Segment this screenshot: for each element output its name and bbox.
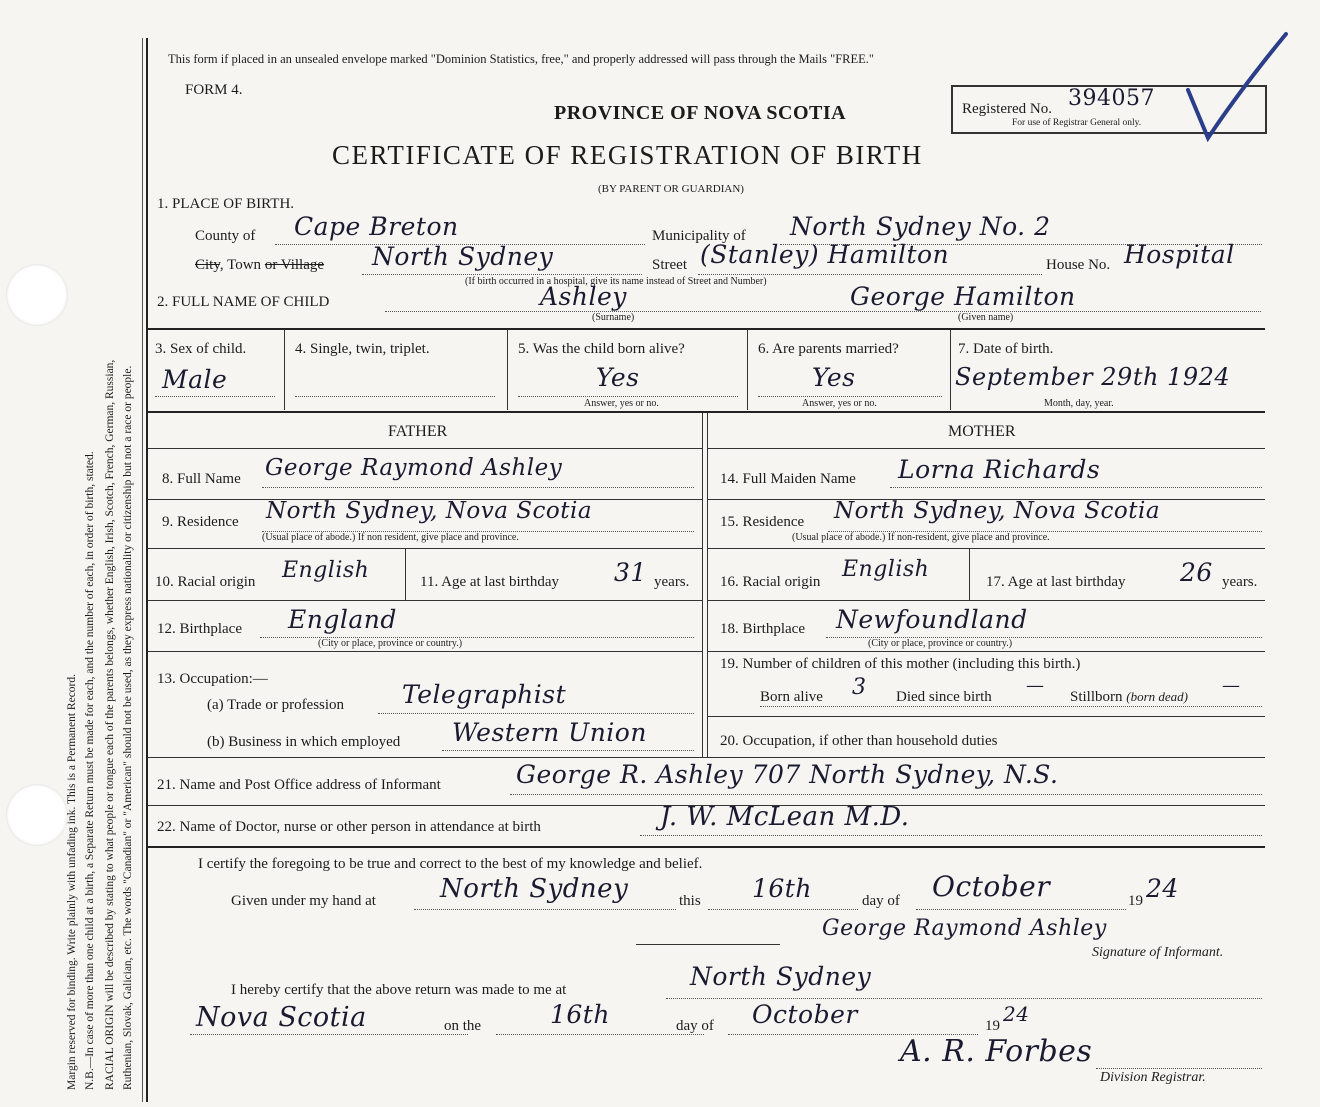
- single-label: 4. Single, twin, triplet.: [295, 341, 430, 357]
- children-line: [760, 706, 1262, 707]
- rule-m-5: [708, 651, 1265, 652]
- mother-heading: MOTHER: [948, 423, 1016, 440]
- mother-birthplace-label: 18. Birthplace: [720, 621, 805, 637]
- town-line: [362, 274, 642, 275]
- given-month-value: October: [932, 870, 1051, 903]
- father-name-line: [262, 487, 694, 488]
- punch-hole-bottom: [6, 784, 68, 846]
- town-value: North Sydney: [372, 242, 554, 271]
- given-month-line: [916, 909, 1126, 910]
- col-3: [747, 330, 748, 410]
- margin-note-3: RACIAL ORIGIN will be described by stating to what people or tongue each of the parents belongs, whether English, Irish, Scotch, French, German, Russian,: [104, 359, 116, 1090]
- father-age-value: 31: [614, 558, 647, 587]
- city-town-label: City, Town or Village: [195, 257, 325, 273]
- given-year-prefix: 19: [1128, 893, 1143, 909]
- margin-note-1: Margin reserved for binding. Write plainly with unfading ink. This is a Permanent Record.: [66, 673, 78, 1090]
- registrar-place2-line: [190, 1034, 468, 1035]
- father-birthplace-label: 12. Birthplace: [157, 621, 242, 637]
- province-heading: PROVINCE OF NOVA SCOTIA: [554, 102, 847, 124]
- street-label: Street: [652, 257, 687, 273]
- sex-value: Male: [162, 365, 228, 394]
- father-race-label: 10. Racial origin: [155, 574, 256, 590]
- mother-residence-label: 15. Residence: [720, 514, 805, 530]
- certify-statement: I certify the foregoing to be true and correct to the best of my knowledge and belief.: [198, 856, 703, 872]
- child-given-name: George Hamilton: [850, 282, 1076, 311]
- rule-m-6: [708, 716, 1265, 717]
- registered-number: 394057: [1068, 86, 1155, 111]
- rule-3: [148, 757, 1265, 758]
- mother-residence-value: North Sydney, Nova Scotia: [834, 498, 1161, 524]
- child-name-line: [385, 311, 1261, 312]
- col-1: [284, 330, 285, 410]
- rule-1: [148, 328, 1265, 330]
- father-name-value: George Raymond Ashley: [265, 455, 563, 481]
- alive-value: Yes: [596, 363, 640, 392]
- form-left-border-inner: [142, 38, 143, 1102]
- trade-label: (a) Trade or profession: [207, 697, 345, 713]
- dob-label: 7. Date of birth.: [958, 341, 1054, 357]
- doctor-line: [640, 835, 1262, 836]
- registrar-year-prefix: 19: [985, 1018, 1000, 1034]
- died-label: Died since birth: [896, 689, 992, 705]
- married-caption: Answer, yes or no.: [802, 398, 877, 409]
- county-value: Cape Breton: [294, 212, 459, 241]
- place-heading: 1. PLACE OF BIRTH.: [157, 196, 295, 212]
- mother-name-value: Lorna Richards: [898, 455, 1101, 484]
- mother-birthplace-caption: (City or place, province or country.): [868, 638, 1013, 649]
- house-value: Hospital: [1124, 240, 1235, 269]
- father-residence-value: North Sydney, Nova Scotia: [266, 498, 593, 524]
- street-line: [698, 274, 1042, 275]
- registrar-day-of: day of: [676, 1018, 714, 1034]
- surname-caption: (Surname): [592, 312, 635, 323]
- married-value: Yes: [812, 363, 856, 392]
- certificate-subtitle: (BY PARENT OR GUARDIAN): [598, 183, 744, 195]
- mother-occupation-label: 20. Occupation, if other than household duties: [720, 733, 998, 749]
- died-value: —: [1026, 675, 1045, 696]
- mother-residence-caption: (Usual place of abode.) If non-resident, give place and province.: [792, 532, 1050, 543]
- father-race-value: English: [282, 558, 370, 583]
- given-year-value: 24: [1146, 874, 1179, 903]
- street-value: (Stanley) Hamilton: [700, 240, 950, 269]
- mother-race-label: 16. Racial origin: [720, 574, 821, 590]
- child-name-label: 2. FULL NAME OF CHILD: [157, 294, 330, 310]
- father-age-label: 11. Age at last birthday: [420, 574, 559, 590]
- rule-fm-1b: [708, 448, 1265, 449]
- father-years: years.: [654, 574, 690, 590]
- alive-line: [518, 396, 738, 397]
- father-heading: FATHER: [388, 423, 448, 440]
- mother-name-line: [890, 487, 1262, 488]
- informant-line: [510, 794, 1262, 795]
- mother-name-label: 14. Full Maiden Name: [720, 471, 856, 487]
- col-4: [950, 330, 951, 410]
- rule-f-5: [148, 651, 702, 652]
- business-value: Western Union: [452, 718, 647, 747]
- hospital-note: (If birth occurred in a hospital, give its name instead of Street and Number): [465, 276, 767, 287]
- margin-note-4: Ruthenian, Slovak, Galician, etc. The words "Canadian" or "American" should not be used, as they express nationality or citizenship but not a race or people.: [122, 365, 134, 1090]
- form-left-border: [146, 38, 148, 1102]
- registrar-day-value: 16th: [550, 1000, 610, 1029]
- father-residence-caption: (Usual place of abode.) If non resident, give place and province.: [262, 532, 519, 543]
- registered-label: Registered No.: [962, 101, 1052, 117]
- signature-underline: [636, 944, 780, 945]
- doctor-value: J. W. McLean M.D.: [660, 802, 910, 832]
- rule-fm-1: [148, 448, 702, 449]
- father-race-divider: [405, 548, 406, 600]
- form-number: FORM 4.: [185, 82, 243, 98]
- margin-note-2: N.B.—In case of more than one child at a birth, a Separate Return must be made for each, and the number of each, in order of birth, stated.: [84, 451, 96, 1090]
- sex-line: [155, 396, 275, 397]
- born-alive-value: 3: [852, 675, 867, 700]
- registrar-place-2: Nova Scotia: [196, 1002, 367, 1033]
- mother-race-divider: [969, 548, 970, 600]
- rule-5: [148, 846, 1265, 848]
- father-birthplace-value: England: [288, 605, 397, 634]
- punch-hole-top: [6, 264, 68, 326]
- house-label: House No.: [1046, 257, 1111, 273]
- registrar-month-value: October: [752, 1000, 858, 1029]
- trade-value: Telegraphist: [402, 680, 567, 709]
- registrar-year-value: 24: [1003, 1002, 1030, 1026]
- trade-line: [378, 713, 694, 714]
- municipality-label: Municipality of: [652, 228, 746, 244]
- informant-label: 21. Name and Post Office address of Informant: [157, 777, 441, 793]
- occupation-label: 13. Occupation:—: [157, 671, 268, 687]
- given-place-line: [414, 909, 676, 910]
- rule-m-4: [708, 600, 1265, 601]
- registrar-statement: I hereby certify that the above return was made to me at: [231, 982, 567, 998]
- center-divider-b: [707, 413, 708, 757]
- informant-value: George R. Ashley 707 North Sydney, N.S.: [516, 760, 1059, 789]
- rule-f-3: [148, 548, 702, 549]
- given-place-value: North Sydney: [440, 874, 629, 904]
- mother-age-value: 26: [1180, 558, 1213, 587]
- rule-m-3: [708, 548, 1265, 549]
- child-surname: Ashley: [540, 282, 627, 311]
- doctor-label: 22. Name of Doctor, nurse or other person in attendance at birth: [157, 819, 541, 835]
- checkmark-icon: [1180, 30, 1290, 145]
- father-birthplace-caption: (City or place, province or country.): [318, 638, 463, 649]
- married-line: [758, 396, 942, 397]
- on-the-label: on the: [444, 1018, 482, 1034]
- married-label: 6. Are parents married?: [758, 341, 899, 357]
- day-of-label: day of: [862, 893, 900, 909]
- father-name-label: 8. Full Name: [162, 471, 241, 487]
- county-label: County of: [195, 228, 256, 244]
- dob-caption: Month, day, year.: [1044, 398, 1114, 409]
- mother-age-label: 17. Age at last birthday: [986, 574, 1126, 590]
- registrar-day-line: [496, 1034, 704, 1035]
- mail-note: This form if placed in an unsealed envelope marked "Dominion Statistics, free," and properly addressed will pass through the Mails "FREE.": [168, 52, 875, 66]
- certificate-title: CERTIFICATE OF REGISTRATION OF BIRTH: [332, 140, 923, 170]
- given-under-label: Given under my hand at: [231, 893, 376, 909]
- children-count-label: 19. Number of children of this mother (including this birth.): [720, 656, 1081, 672]
- business-line: [442, 750, 694, 751]
- sex-label: 3. Sex of child.: [155, 341, 247, 357]
- this-label: this: [679, 893, 701, 909]
- given-day-line: [708, 909, 858, 910]
- given-caption: (Given name): [958, 312, 1014, 323]
- rule-f-4: [148, 600, 702, 601]
- municipality-value: North Sydney No. 2: [790, 212, 1051, 241]
- mother-years: years.: [1222, 574, 1258, 590]
- col-2: [507, 330, 508, 410]
- mother-race-value: English: [842, 557, 930, 582]
- single-line: [295, 396, 495, 397]
- stillborn-value: —: [1222, 675, 1241, 696]
- alive-caption: Answer, yes or no.: [584, 398, 659, 409]
- born-alive-label: Born alive: [760, 689, 823, 705]
- division-registrar-caption: Division Registrar.: [1100, 1070, 1206, 1085]
- mother-birthplace-value: Newfoundland: [836, 605, 1028, 634]
- registrar-place-1: North Sydney: [690, 962, 872, 991]
- informant-signature: George Raymond Ashley: [822, 916, 1107, 941]
- registrar-place-line: [666, 998, 1262, 999]
- alive-label: 5. Was the child born alive?: [518, 341, 685, 357]
- registrar-sig-line: [1096, 1068, 1262, 1069]
- stillborn-label: Stillborn (born dead): [1070, 689, 1189, 705]
- signature-caption: Signature of Informant.: [1092, 945, 1224, 960]
- given-day-value: 16th: [752, 874, 812, 903]
- registrar-signature: A. R. Forbes: [900, 1034, 1093, 1069]
- dob-value: September 29th 1924: [955, 363, 1231, 391]
- center-divider-a: [702, 413, 703, 757]
- business-label: (b) Business in which employed: [207, 734, 401, 750]
- registrar-general-note: For use of Registrar General only.: [1012, 118, 1142, 128]
- father-residence-label: 9. Residence: [162, 514, 239, 530]
